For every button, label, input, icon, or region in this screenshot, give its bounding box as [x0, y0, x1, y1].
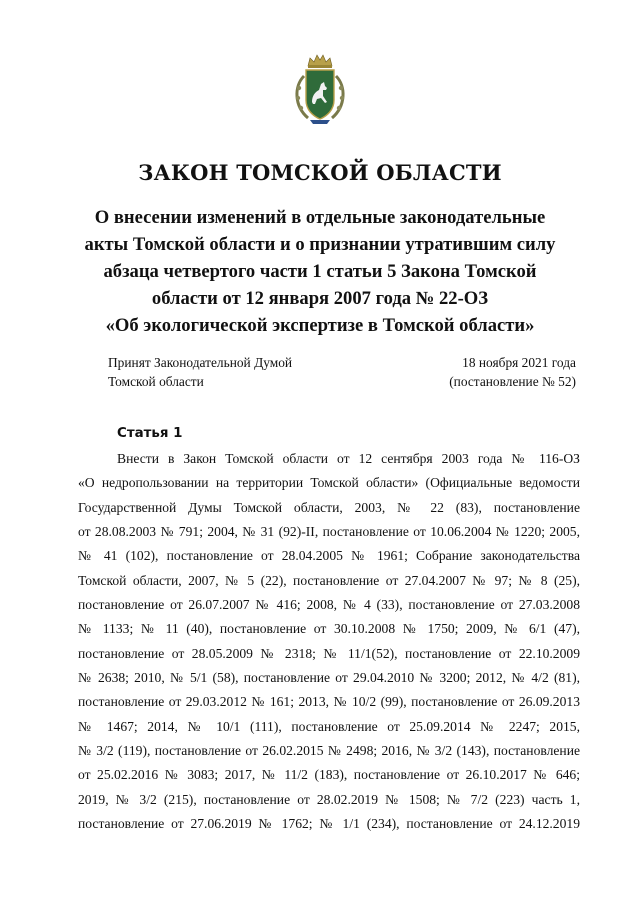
body-line: Государственной Думы Томской области, 2003, № 22 (83), постановление: [78, 499, 580, 515]
body-line: № 2638; 2010, № 5/1 (58), постановление от 29.04.2010 № 3200; 2012, № 4/2 (81),: [78, 670, 580, 686]
coat-of-arms-icon: [290, 52, 350, 128]
adoption-date: 18 ноября 2021 года: [462, 355, 576, 370]
body-line: Томской области, 2007, № 5 (22), постановление от 27.04.2007 № 97; № 8 (25),: [78, 572, 580, 588]
body-line: постановление от 26.07.2007 № 416; 2008, № 4 (33), постановление от 27.03.2008: [78, 597, 580, 613]
body-line: от 25.02.2016 № 3083; 2017, № 11/2 (183), постановление от 26.10.2017 № 646;: [78, 767, 580, 783]
body-line: № 1133; № 11 (40), постановление от 30.10.2008 № 1750; 2009, № 6/1 (47),: [78, 621, 580, 637]
adoption-body-line: Томской области: [108, 374, 204, 389]
subtitle-line: абзаца четвертого части 1 статьи 5 Закона Томской: [103, 261, 537, 282]
body-line: постановление от 29.03.2012 № 161; 2013, № 10/2 (99), постановление от 26.09.2013: [78, 694, 580, 710]
article-heading: Статья 1: [117, 426, 183, 441]
adoption-body: [108, 353, 292, 391]
body-line: постановление от 28.05.2009 № 2318; № 11/1(52), постановление от 22.10.2009: [78, 645, 580, 661]
subtitle-line: области от 12 января 2007 года № 22-ОЗ: [151, 288, 489, 309]
subtitle-line: акты Томской области и о признании утратившим силу: [84, 234, 556, 255]
law-subtitle: [60, 204, 580, 339]
body-line: постановление от 27.06.2019 № 1762; № 1/1 (234), постановление от 24.12.2019: [78, 816, 580, 832]
body-line: «О недропользовании на территории Томской области» (Официальные ведомости: [78, 475, 580, 491]
body-line: от 28.08.2003 № 791; 2004, № 31 (92)-II, постановление от 10.06.2004 № 1220; 2005,: [78, 524, 580, 540]
resolution-number: (постановление № 52): [449, 374, 576, 389]
adoption-date-block: [449, 353, 576, 391]
subtitle-line: «Об экологической экспертизе в Томской области»: [105, 315, 535, 336]
article-body: [78, 447, 580, 837]
body-line: № 41 (102), постановление от 28.04.2005 № 1961; Собрание законодательства: [78, 548, 580, 564]
body-line: 2019, № 3/2 (215), постановление от 28.02.2019 № 1508; № 7/2 (223) часть 1,: [78, 791, 580, 807]
adoption-body-line: Принят Законодательной Думой: [108, 355, 293, 370]
body-line: Внести в Закон Томской области от 12 сентября 2003 года № 116-ОЗ: [117, 451, 580, 466]
body-line: № 3/2 (119), постановление от 26.02.2015 № 2498; 2016, № 3/2 (143), постановление: [78, 743, 580, 759]
subtitle-line: О внесении изменений в отдельные законодательные: [94, 207, 546, 228]
body-line: № 1467; 2014, № 10/1 (111), постановление от 25.09.2014 № 2247; 2015,: [78, 718, 580, 734]
document-title: ЗАКОН ТОМСКОЙ ОБЛАСТИ: [138, 160, 502, 185]
